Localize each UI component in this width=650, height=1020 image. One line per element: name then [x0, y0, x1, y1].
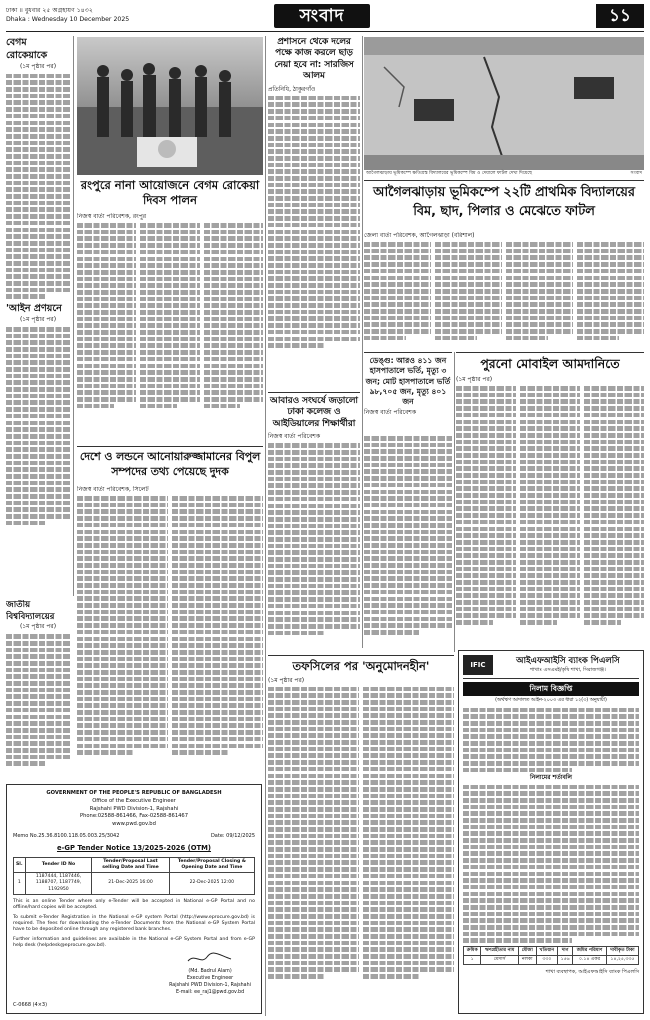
begum-rokeya-body: [6, 74, 70, 299]
masthead-date: [6, 7, 129, 24]
tofsil-story: [268, 655, 454, 1015]
people-illustration: [77, 37, 263, 175]
school-body: [364, 232, 644, 350]
mobile-headline-box: [456, 352, 644, 374]
tender-col-id: Tender ID No: [25, 857, 92, 872]
tender-title: e-GP Tender Notice 13/2025-2026 (OTM): [56, 843, 212, 852]
tofsil-headline: তফসিলের পর 'অনুমোদনহীন': [268, 655, 454, 675]
tender-table: [13, 857, 255, 895]
tender-note-3: Further information and guidelines are available in the National e-GP System Portal and from e-GP help desk (helpdesk@eprocure.gov.bd).: [13, 936, 255, 948]
tender-phone: Phone:02588-861466, Fax-02588-861467: [79, 813, 189, 820]
date-en: Dhaka : Wednesday 10 December 2025: [6, 15, 130, 23]
rangpur-body: [77, 213, 263, 443]
school-photo-caption: আগৈলঝাড়ায় ভূমিকম্পে ক্ষতিগ্রস্ত বিদ্যালয়ের ভূমিকম্পে বিম ও দেয়ালে ফাটল দেখা দিয়েছে সংবাদ: [364, 170, 644, 177]
tender-office: Office of the Executive Engineer: [92, 797, 176, 804]
college-dateline: নিজস্ব বার্তা পরিবেশক: [268, 433, 321, 441]
dengue-box: [364, 352, 452, 434]
begum-rokeya-cont: (১ম পৃষ্ঠার পর): [19, 62, 57, 70]
tender-notice: [6, 784, 262, 1014]
masthead: [6, 4, 644, 32]
admin-headline: প্রশাসনে থেকে দলের পক্ষে কাজ করলে ছাড় নেয়া হবে না: সারজিস আলম: [274, 37, 354, 82]
london-dateline: নিজস্ব বার্তা পরিবেশক, সিলেট: [77, 486, 149, 493]
tender-date: Date: 09/12/2025: [210, 832, 255, 839]
table-row: ১ মেসার্স নলকা ৩৩০ ১৫৬ ০.১৪ একর ১৪,২৫,৩৩৫: [464, 956, 639, 965]
college-story: [268, 392, 360, 652]
tender-memo: Memo No.25.36.8100.118.05.003.25/3042: [13, 832, 120, 839]
tender-col-sl: Sl.: [14, 857, 26, 872]
admin-dateline: প্রতিনিধি, ঠাকুরগাঁও: [268, 85, 316, 93]
rangpur-photo: [77, 37, 263, 175]
tender-gov: GOVERNMENT OF THE PEOPLE'S REPUBLIC OF BANGLADESH: [46, 790, 222, 796]
photo-credit: সংবাদ: [630, 170, 642, 176]
dengue-headline: ডেঙ্গু: আরও ৪১১ জন হাসপাতালে ভর্তি, মৃত্যু ৩ জন; মোট হাসপাতালে ভর্তি ৯৮,৭০৫ জন, মৃত্যু ৪০১ জন: [365, 356, 451, 406]
newspaper-logo: সংবাদ: [274, 4, 370, 28]
university-column: [6, 600, 70, 780]
ific-table: ক্রমিক ঋণগ্রহীতার নাম মৌজা খতিয়ান দাগ জমির পরিমাণ দাবীকৃত টাকা ১ মেসার্স নলকা ৩৩০ ১৫৬ ০.১৪ একর ১৪,২৫,৩৩৫: [463, 946, 639, 965]
jamaat-cont: (১ম পৃষ্ঠার পর): [19, 315, 57, 323]
school-headline-box: [364, 180, 644, 230]
london-headline: দেশে ও লন্ডনে আনোয়ারুজ্জামানের বিপুল সম্পদের তথ্য পেয়েছে দুদক: [79, 450, 261, 478]
ific-notice-title: নিলাম বিজ্ঞপ্তি: [463, 682, 639, 696]
college-headline: আবারও সংঘর্ষে জড়ালো ঢাকা কলেজ ও আইডিয়ালের শিক্ষার্থীরা: [268, 392, 360, 430]
university-cont: (১ম পৃষ্ঠার পর): [19, 623, 57, 631]
tender-note-2: To submit e-Tender Registration in the National e-GP system Portal (http://www.eprocure.gov.bd) is required. The fees for downloading the e-Tender Documents from the National e-GP System Portal have to be deposited online through any registered bank branches.: [13, 914, 255, 933]
jamaat-body: [6, 327, 70, 526]
left-column: [6, 37, 70, 597]
page-number: ১১: [596, 4, 644, 28]
tender-code: C-0668 (4×3): [13, 1002, 48, 1009]
ific-logo: IFIC: [463, 655, 493, 675]
ific-branch: শাখাঃ এসএমই/কৃষি শাখা, সিরাজগঞ্জ।: [530, 667, 606, 674]
rangpur-headline: রংপুরে নানা আয়োজনে বেগম রোকেয়া দিবস পালন: [80, 178, 260, 207]
date-bn: ঢাকা ॥ বুধবার ২৫ অগ্রহায়ণ ১৪৩২: [6, 7, 93, 14]
ific-sub: (অর্থঋণ আদালত আইন-২০০৩ এর ধারা ১২(৩) অনুযায়ী): [495, 698, 607, 704]
jamaat-title: 'আইন প্রণয়নে: [6, 303, 62, 314]
ific-notice: [458, 650, 644, 1014]
school-dateline: জেলা বার্তা পরিবেশক, আগৈলঝাড়া (বরিশাল): [364, 232, 475, 239]
london-body: [77, 486, 263, 781]
mobile-cont: (১ম পৃষ্ঠার পর): [456, 376, 493, 383]
tender-web: www.pwd.gov.bd: [112, 821, 156, 828]
begum-rokeya-title: বেগম রোকেয়াকে: [6, 37, 48, 61]
tender-col-closing: Tender/Proposal Closing & Opening Date and Time: [169, 857, 254, 872]
school-headline: আগৈলঝাড়ায় ভূমিকম্পে ২২টি প্রাথমিক বিদ্যালয়ের বিম, ছাদ, পিলার ও মেঝেতে ফাটল: [373, 185, 635, 219]
dengue-dateline: নিজস্ব বার্তা পরিবেশক: [364, 409, 417, 417]
tofsil-cont: (১ম পৃষ্ঠার পর): [268, 676, 305, 684]
london-headline-box: [77, 446, 263, 484]
admin-story: [268, 37, 360, 387]
rangpur-dateline: নিজস্ব বার্তা পরিবেশক, রংপুর: [77, 213, 147, 220]
tender-division: Rajshahi PWD Division-1, Rajshahi: [89, 805, 179, 812]
tender-signature: (Md. Badrul Alam) Executive Engineer Rajshahi PWD Division-1, Rajshahi E-mail: ee_raj1@pwd.gov.bd: [169, 951, 251, 997]
ific-sign: শাখা ব্যবস্থাপক, আইএফআইসি ব্যাংক পিএলসি: [545, 969, 639, 976]
signature-icon: [185, 951, 235, 965]
tender-note-1: This is an online Tender where only e-Tender will be accepted in National e-GP Portal and no offline/hard copies will be accepted.: [13, 898, 255, 911]
tender-col-selling: Tender/Proposal Last selling Date and Time: [92, 857, 169, 872]
rangpur-headline-box: [77, 178, 263, 212]
mobile-body: [456, 376, 644, 646]
school-photo: [364, 37, 644, 177]
table-row: 1 1187444, 1187446, 1188707, 1187749, 1192950 21-Dec-2025 16:00 22-Dec-2025 12:00: [14, 873, 255, 895]
ific-list-title: নিলামের শর্তাবলি: [530, 774, 572, 782]
ific-bank-name: আইএফআইসি ব্যাংক পিএলসি: [516, 655, 620, 666]
university-title: জাতীয় বিশ্ববিদ্যালয়ের: [6, 600, 55, 622]
mobile-headline: পুরনো মোবাইল আমদানিতে: [480, 356, 620, 371]
dengue-body: [364, 436, 452, 648]
